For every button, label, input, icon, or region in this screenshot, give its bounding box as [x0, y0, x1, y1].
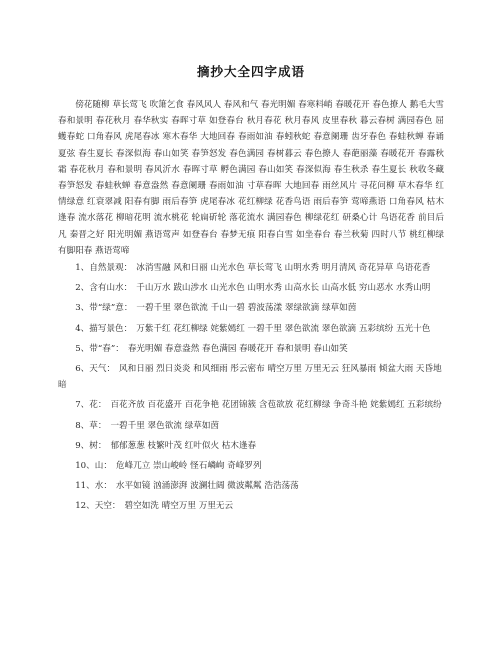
list-item	[58, 361, 444, 393]
item-content: 风和日丽 烈日炎炎 和风细雨 彤云密布 晴空万里 万里无云 狂风暴雨 倾盆大雨 天昏地暗	[58, 364, 442, 391]
item-label: 山：	[94, 461, 112, 472]
item-content: 万紫千红 花红柳绿 姹紫嫣红 一碧千里 翠色欲流 翠色欲滴 五彩缤纷 五光十色	[136, 323, 431, 334]
list-item	[58, 458, 444, 474]
list-item	[58, 280, 444, 296]
item-label: 带“绿”意：	[89, 303, 133, 314]
intro-paragraph: 傍花随柳 草长莺飞 吹箫乞食 春风风人 春风和气 春光明媚 春寒料峭 春暖花开 春色撩人 鹅毛大雪 春和景明 春花秋月 春华秋实 春晖寸草 如登春台 秋月春花 秋月春风 皮里春秋 暮云春树 满园春色 屈蠖春蛇 口角春风 虎尾春冰 寒木春华 大地回春 春雨如油 春蚓秋蛇 春意阑珊 齿牙春色 春蛙秋蝉 春诵夏弦 春生夏长 春深似海 春山如笑 春笋怒发 春色满园 春树暮云 春色撩人 春葩丽藻 春暖花开 春露秋霜 春花秋月 春和景明 春风沂水 春晖寸草 孵色满园 春山如笑 春深似海 春生秋杀 春生夏长 秋收冬藏 春笋怒发 春蛙秋蝉 春意盎然 春意阑珊 春雨如油 寸草春晖 大地回春 雨丝风片 寻花问柳 草木春华 红情绿意 红衰翠减 阳春有脚 雨后春笋 虎尾春冰 花红柳绿 花香鸟语 雨后春笋 莺啼燕语 口角春风 枯木逢春 流水落花 柳暗花明 流水桃花 轮扁斫轮 落花流水 满园春色 柳绿花红 研桑心计 鸟语花香 前目后凡 秦晋之好 阳光明媚 燕语莺声 如登春台 春梦无痕 阳春白雪 如坐春台 春兰秋菊 四时八节 桃红柳绿 有脚阳春 燕语莺啼	[58, 100, 444, 256]
item-list	[58, 260, 444, 515]
item-number: 5、	[75, 343, 90, 354]
item-content: 冰消雪融 风和日丽 山光水色 草长莺飞 山明水秀 明月清风 奇花异草 鸟语花香	[136, 263, 431, 274]
item-number: 6、	[75, 364, 90, 375]
item-label: 树：	[89, 440, 107, 451]
item-label: 草：	[89, 420, 107, 431]
item-number: 1、	[75, 263, 90, 274]
item-content: 危峰兀立 崇山峻岭 怪石嶙峋 奇峰罗列	[115, 461, 262, 472]
item-number: 7、	[75, 400, 90, 411]
list-item	[58, 478, 444, 494]
list-item	[58, 321, 444, 337]
list-item	[58, 300, 444, 316]
item-content: 春光明媚 春意盎然 春色满园 春暖花开 春和景明 春山如笑	[127, 343, 348, 354]
item-label: 天气：	[89, 364, 116, 375]
item-label: 描写景色：	[89, 323, 133, 334]
item-content: 碧空如洗 晴空万里 万里无云	[124, 501, 234, 512]
item-label: 带“春”：	[89, 343, 124, 354]
item-label: 花：	[89, 400, 107, 411]
item-number: 3、	[75, 303, 90, 314]
document-title: 摘抄大全四字成语	[196, 64, 305, 79]
item-content: 千山万水 跋山涉水 山光水色 山明水秀 山高水长 山高水低 穷山恶水 水秀山明	[136, 283, 431, 294]
item-content: 水平如镜 汹涌澎湃 波澜壮阔 微波粼粼 浩浩荡荡	[115, 481, 299, 492]
item-label: 水：	[94, 481, 112, 492]
item-number: 10、	[75, 461, 95, 472]
list-item	[58, 418, 444, 434]
item-content: 百花齐放 百花盛开 百花争艳 花团锦簇 含苞欲放 花红柳绿 争奇斗艳 姹紫嫣红 五彩缤纷	[110, 400, 442, 411]
item-content: 一碧千里 翠色欲流 绿草如茵	[110, 420, 220, 431]
item-number: 12、	[75, 501, 95, 512]
list-item	[58, 498, 444, 514]
item-number: 11、	[75, 481, 95, 492]
item-number: 2、	[75, 283, 90, 294]
item-number: 9、	[75, 440, 90, 451]
list-item	[58, 397, 444, 413]
item-label: 天空：	[94, 501, 121, 512]
item-number: 8、	[75, 420, 90, 431]
item-number: 4、	[75, 323, 90, 334]
item-label: 自然景观：	[89, 263, 133, 274]
item-label: 含有山水：	[89, 283, 133, 294]
list-item	[58, 260, 444, 276]
list-item	[58, 438, 444, 454]
list-item	[58, 341, 444, 357]
item-content: 郁郁葱葱 枝繁叶茂 红叶似火 枯木逢春	[110, 440, 257, 451]
item-content: 一碧千里 翠色欲流 千山一碧 碧波荡漾 翠绿欲滴 绿草如茵	[136, 303, 357, 314]
